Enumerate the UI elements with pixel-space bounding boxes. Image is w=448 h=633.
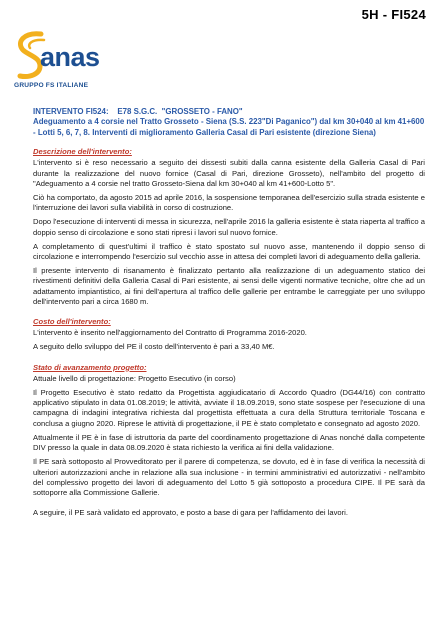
paragraph: Il presente intervento di risanamento è finalizzato pertanto alla realizzazione di un adeguamento statico dei rivestimenti definitivi della Galleria Casal di Pari esistente, ai sensi delle vigenti normative tecniche, oltre che ad un adattamento impiantistico, ai fini dell'apertura al traffico delle gallerie per entrambe le carreggiate per uno sviluppo dell'intervento pari a circa 1680 m. (33, 266, 425, 306)
heading-line-2: Adeguamento a 4 corsie nel Tratto Grosseto - Siena (S.S. 223"Di Paganico") dal km 30+040 al km 41+600 - Lotti 5, 6, 7, 8. Interventi di miglioramento Galleria Casal di Pari esistente (direzione Siena) (33, 117, 425, 137)
document-body (33, 107, 425, 522)
paragraph: Attualmente il PE è in fase di istruttoria da parte del coordinamento progettazione di Anas nonché dalla competente DIV presso la quale in data 08.09.2020 è stata richiesto la verifica ai fini della validazione. (33, 432, 425, 453)
paragraph: Ciò ha comportato, da agosto 2015 ad aprile 2016, la sospensione temporanea dell'esercizio sulla strada esistente e l'interruzione dei lavori sulla viabilità in corso di costruzione. (33, 193, 425, 213)
anas-logo (14, 30, 124, 98)
section-title-stato: Stato di avanzamento progetto: (33, 362, 147, 372)
paragraph: Il Progetto Esecutivo è stato redatto da Progettista aggiudicatario di Accordo Quadro (DG44/16) con contratto applicativo stipulato in data 01.08.2019; le attività, avviate il 18.09.2019, sono state sospese per l'esecuzione di una campagna di indagini integrativa richiesta dal progettista effettuata a cura della Struttura territoriale Toscana e conclusa a giugno 2020. Riprese le attività di progettazione, il PE è stato completato e consegnato ad agosto 2020. (33, 388, 425, 428)
paragraph: L'intervento è inserito nell'aggiornamento del Contratto di Programma 2016-2020. (33, 328, 307, 338)
brand-name: anas (40, 42, 100, 72)
paragraph: A completamento di quest'ultimi il traffico è stato spostato sul nuovo asse, mantenendo il doppio senso di circolazione e interrompendo l'esercizio sul vecchio asse in attesa dei completi lavori di adeguamento della galleria. (33, 241, 425, 262)
brand-group: GRUPPO FS ITALIANE (14, 82, 89, 89)
paragraph: A seguito dello sviluppo del PE il costo dell'intervento è pari a 33,40 M€. (33, 342, 275, 352)
heading-line-1: INTERVENTO FI524: E78 S.G.C. "GROSSETO - FANO" (33, 107, 243, 116)
paragraph: A seguire, il PE sarà validato ed approvato, e posto a base di gara per l'affidamento dei lavori. (33, 508, 348, 518)
paragraph: Dopo l'esecuzione di interventi di messa in sicurezza, nell'aprile 2016 la galleria esistente è stata riaperta al traffico a doppio senso di circolazione e sono stati ripresi i lavori sul nuovo fornice. (33, 217, 425, 237)
section-title-costo: Costo dell'intervento: (33, 317, 111, 327)
section-title-descrizione: Descrizione dell'intervento: (33, 147, 132, 157)
intervention-heading (33, 107, 425, 138)
paragraph: Il PE sarà sottoposto al Provveditorato per il parere di competenza, se dovuto, ed è in fase di verifica la necessità di ulteriori autorizzazioni anche in relazione alla sua inclusione - in termini amministrativi ed autorizzativi - nell'ambito del complessivo progetto dei lavori di adeguamento del Lotto 5 già sottoposto a procedura CIPE. Il PE sarà da sottoporre alla Commissione Gallerie. (33, 457, 425, 497)
paragraph: Attuale livello di progettazione: Progetto Esecutivo (in corso) (33, 373, 236, 383)
document-code: 5H - FI524 (361, 7, 426, 22)
paragraph: L'intervento si è reso necessario a seguito dei dissesti subiti dalla canna esistente della Galleria Casal di Pari durante la realizzazione del nuovo fornice (Casal di Pari, direzione Grosseto), nell'ambito del progetto di "Adeguamento a 4 corsie nel tratto Grosseto-Siena dal km 30+040 al km 41+600-Lotto 5". (33, 158, 425, 188)
